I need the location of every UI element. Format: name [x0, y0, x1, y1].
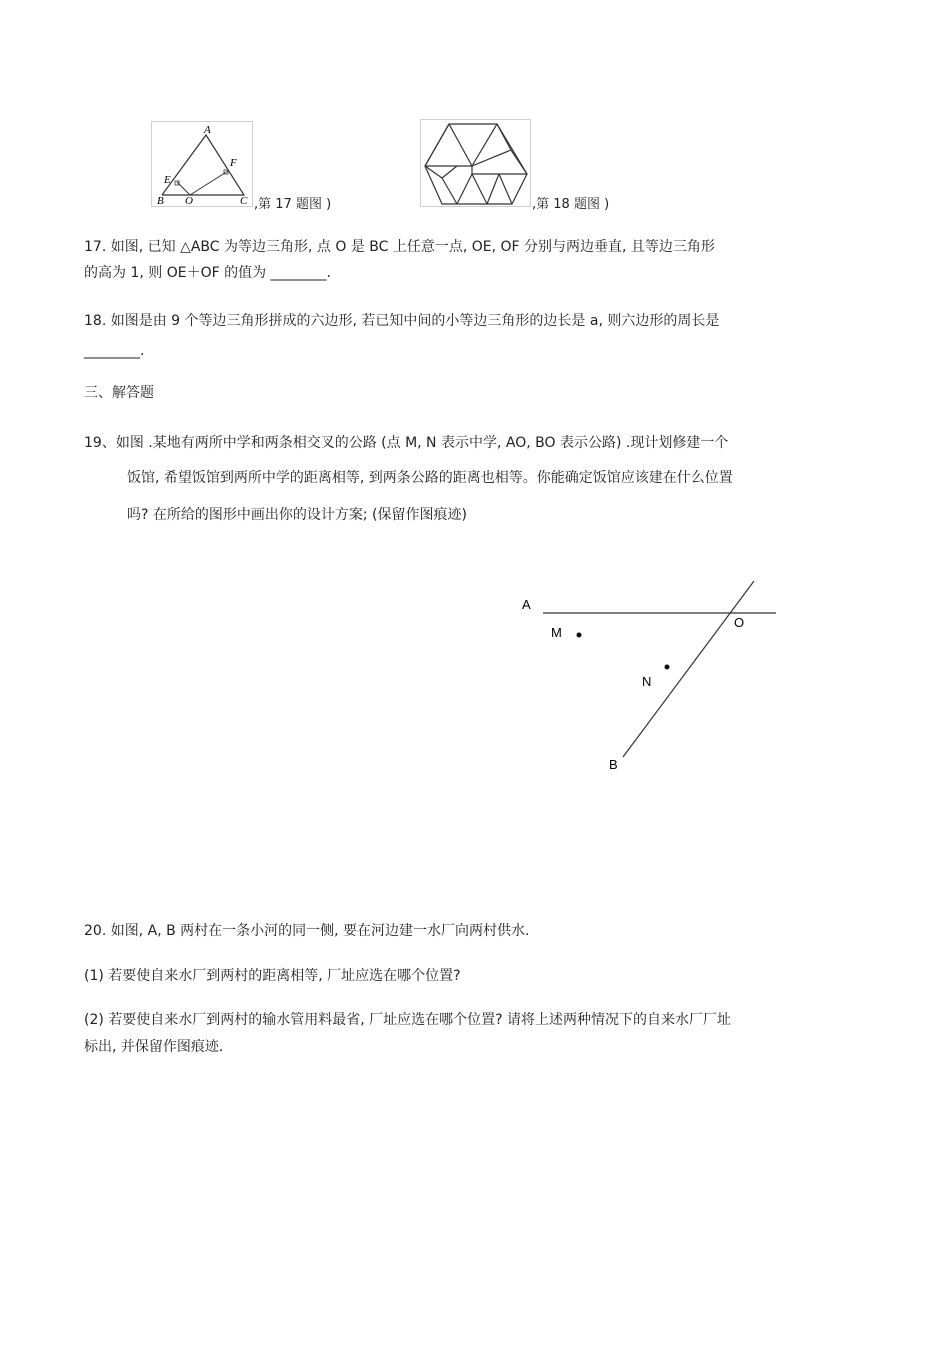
figure-18	[420, 119, 531, 207]
question-20-line-1: 20. 如图, A, B 两村在一条小河的同一侧, 要在河边建一水厂向两村供水.	[84, 923, 530, 939]
fig17-label-o: O	[185, 195, 193, 206]
school-m-point	[577, 633, 582, 638]
question-20-line-2: (1) 若要使自来水厂到两村的距离相等, 厂址应选在哪个位置?	[84, 968, 461, 984]
school-n-point	[665, 665, 670, 670]
question-18-line-1: 18. 如图是由 9 个等边三角形拼成的六边形, 若已知中间的小等边三角形的边长是 a, 则六边形的周长是	[84, 313, 720, 329]
section-title: 三、解答题	[84, 385, 154, 401]
question-19-line-3: 吗? 在所给的图形中画出你的设计方案; (保留作图痕迹)	[127, 507, 467, 523]
fig17-label-a: A	[204, 124, 211, 136]
road-bo	[623, 581, 754, 757]
fig17-label-b: B	[157, 195, 164, 206]
figure-17-caption: ,第 17 题图 )	[254, 197, 332, 212]
fig19-label-n: N	[642, 674, 652, 689]
fig19-label-a: A	[522, 597, 531, 612]
figure-17	[151, 121, 253, 207]
fig19-label-b: B	[609, 757, 618, 772]
question-18-line-2: ________.	[84, 343, 145, 359]
question-19-line-2: 饭馆, 希望饭馆到两所中学的距离相等, 到两条公路的距离也相等。你能确定饭馆应该建在什么位置	[127, 470, 733, 486]
figure-17-diagram	[152, 122, 252, 206]
figure-19-diagram	[510, 575, 810, 785]
figure-18-diagram	[421, 120, 530, 206]
question-20-line-3: (2) 若要使自来水厂到两村的输水管用料最省, 厂址应选在哪个位置? 请将上述两种情况下的自来水厂厂址	[84, 1012, 732, 1028]
question-19-line-1: 19、如图 .某地有两所中学和两条相交叉的公路 (点 M, N 表示中学, AO, BO 表示公路) .现计划修建一个	[84, 435, 729, 451]
figure-18-caption: ,第 18 题图 )	[532, 197, 610, 212]
question-17-line-1: 17. 如图, 已知 △ABC 为等边三角形, 点 O 是 BC 上任意一点, OE, OF 分别与两边垂直, 且等边三角形	[84, 239, 715, 255]
fig17-label-f: F	[230, 157, 237, 169]
question-20-line-4: 标出, 并保留作图痕迹.	[84, 1039, 224, 1055]
question-17-line-2: 的高为 1, 则 OE＋OF 的值为 ________.	[84, 265, 331, 281]
fig17-label-c: C	[240, 195, 248, 206]
fig19-label-m: M	[551, 625, 562, 640]
fig19-label-o: O	[734, 615, 745, 630]
fig17-label-e: E	[164, 174, 171, 186]
